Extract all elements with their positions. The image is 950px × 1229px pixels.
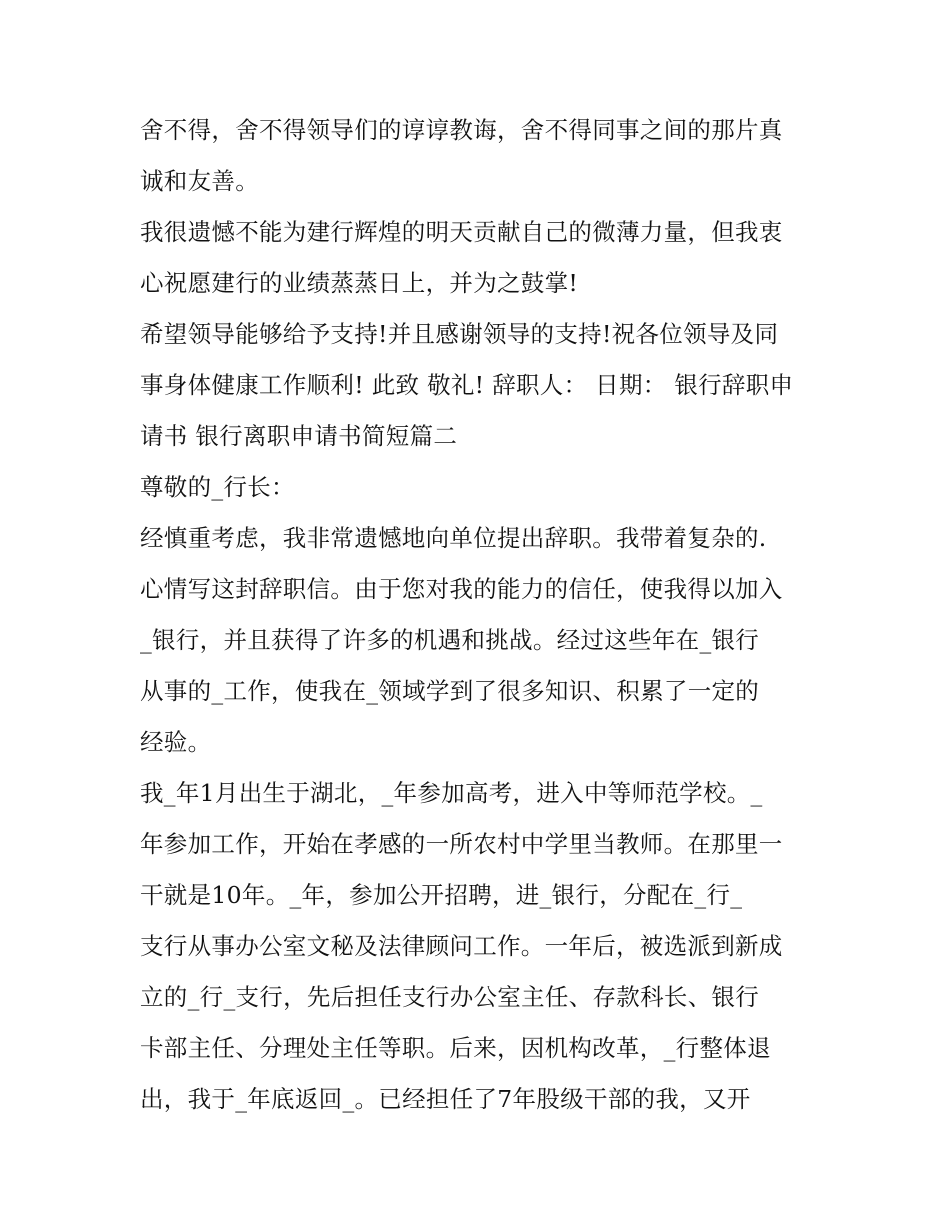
body-text [140, 105, 830, 1125]
text-line: 年参加工作，开始在孝感的一所农村中学里当教师。在那里一 [140, 830, 783, 858]
text-line: 希望领导能够给予支持!并且感谢领导的支持!祝各位领导及同 [140, 320, 779, 348]
text-line: 从事的_工作，使我在_领域学到了很多知识、积累了一定的 [140, 677, 760, 705]
text-line: 立的_行_支行，先后担任支行办公室主任、存款科长、银行 [140, 983, 760, 1011]
text-line: 出，我于_年底返回_。已经担任了7年股级干部的我，又开 [140, 1085, 751, 1113]
text-line: 舍不得，舍不得领导们的谆谆教诲，舍不得同事之间的那片真 [140, 116, 783, 144]
text-line: 经验。 [140, 728, 212, 756]
text-line: _银行，并且获得了许多的机遇和挑战。经过这些年在_银行 [140, 626, 760, 654]
text-line: 经慎重考虑，我非常遗憾地向单位提出辞职。我带着复杂的. [140, 524, 767, 552]
text-line: 支行从事办公室文秘及法律顾问工作。一年后，被选派到新成 [140, 932, 783, 960]
text-line: 心祝愿建行的业绩蒸蒸日上，并为之鼓掌! [140, 269, 579, 297]
text-line: 心情写这封辞职信。由于您对我的能力的信任，使我得以加入 [140, 575, 783, 603]
text-line: 事身体健康工作顺利! 此致 敬礼! 辞职人： 日期： 银行辞职申 [140, 371, 794, 399]
text-line: 请书 银行离职申请书简短篇二 [140, 422, 458, 450]
text-line: 我_年1月出生于湖北，_年参加高考，进入中等师范学校。_ [140, 779, 763, 807]
salutation-line: 尊敬的_行长： [140, 473, 295, 501]
text-line: 我很遗憾不能为建行辉煌的明天贡献自己的微薄力量，但我衷 [140, 218, 783, 246]
text-line: 卡部主任、分理处主任等职。后来，因机构改革，_行整体退 [140, 1034, 771, 1062]
text-line: 诚和友善。 [140, 167, 259, 195]
text-line: 干就是10年。_年，参加公开招聘，进_银行，分配在_行_ [140, 881, 743, 909]
